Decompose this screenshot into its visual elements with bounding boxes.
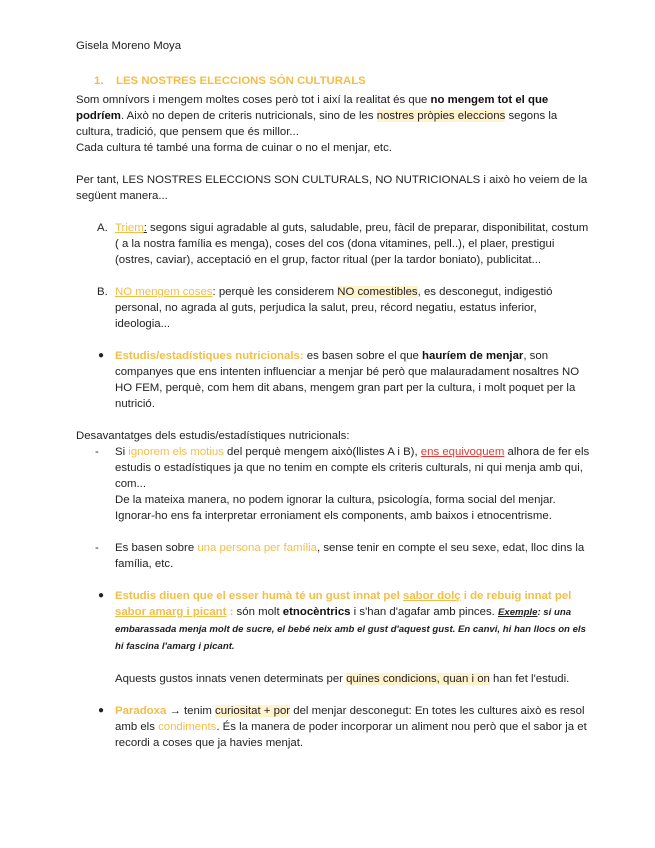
- d1-line-2: De la mateixa manera, no podem ignorar la cultura, psicología, forma social del menjar. Ignorar-ho ens fa interpretar erroniament els components, amb baixos i etnocentrisme.: [115, 494, 556, 522]
- intro-text: Som omnívors i mengem moltes coses però tot i així la realitat és que: [76, 94, 431, 106]
- estudis-bold: hauríem de menjar: [422, 350, 524, 362]
- exemple-label: Exemple: [497, 607, 538, 618]
- exemple-text: si una embarassada menja molt de sucre, el bebé neix amb el gust d'aquest gust. En canvi, hi han llocs on els hi fascina l'amarg i picant.: [115, 607, 586, 652]
- list-item-a: [76, 220, 593, 268]
- gust-gold-text: :: [226, 606, 234, 618]
- intro-bold: no mengem tot el que podríem: [76, 94, 549, 122]
- item-b-text: , es desconegut, indigestió personal, no agrada al guts, perjudica la salut, preu, récord negatiu, estatus inferior, ideologia...: [115, 286, 553, 330]
- intro-highlight: nostres pròpies eleccions: [376, 110, 506, 122]
- bullet-icon: ●: [98, 705, 105, 716]
- triem-text: segons sigui agradable al guts, saludable, preu, fàcil de preparar, disponibilitat, costum ( a la nostra família es menga), coses del cos (dona vitamines, pell..), el plaer, prestigui (ostres, caviar), acceptació en el grup, factor ritual (per la tardor boniato), publicitat...: [115, 222, 589, 266]
- paradoxa-bullet-item: [76, 703, 593, 751]
- d1-red: ens equivoquem: [420, 446, 505, 458]
- item-b-text: : perquè les considerem: [212, 286, 338, 298]
- d2-text: , sense tenir en compte el seu sexe, edat, lloc dins la família, etc.: [115, 542, 585, 570]
- list-item-b: [76, 284, 593, 332]
- gust-paragraph-2: [115, 671, 593, 687]
- bullet-icon: ●: [98, 350, 105, 361]
- no-mengem-label: NO mengem coses: [115, 286, 213, 298]
- dash-marker: -: [95, 542, 99, 554]
- intro-line-2: Cada cultura té també una forma de cuinar o no el menjar, etc.: [76, 142, 392, 154]
- gust-gold-underlined: sabor amarg i picant: [115, 606, 227, 618]
- intro-paragraph: [76, 92, 593, 140]
- d2-text: Es basen sobre: [115, 542, 198, 554]
- d1-text: alhora de fer els estudis o estadístiques ja que no tenim en compte els criteris culturals, ni qui menja amb qui, com...: [115, 446, 590, 490]
- gust-gold-underlined: sabor dolç: [402, 590, 461, 602]
- d1-gold: ignorem els motius: [128, 446, 224, 458]
- gust-bold: etnocèntrics: [282, 606, 351, 618]
- paradoxa-text: . És la manera de poder incorporar un aliment nou però que el sabor ja et recordi a coses que ja havies menjat.: [115, 721, 587, 749]
- desavantatge-item-2: [76, 540, 593, 572]
- paradoxa-text: del menjar desconegut: En totes les cultures això es resol amb els: [115, 705, 585, 733]
- estudis-text: , son companyes que ens intenten influenciar a menjar bé però que malauradament nosaltres NO HO FEM, perquè, com hem dit abans, mengem gran part per la cultura, i molt poquet per la nutrició.: [115, 350, 580, 410]
- intro-text: . Això no depen de criteris nutricionals, sino de les: [120, 110, 377, 122]
- estudis-text: es basen sobre el que: [303, 350, 423, 362]
- heading-title: LES NOSTRES ELECCIONS SÓN CULTURALS: [116, 75, 366, 87]
- paradoxa-gold: condiments: [158, 721, 217, 733]
- intro-text: segons la cultura, tradició, que pensem que és millor...: [76, 110, 558, 138]
- author-name: Gisela Moreno Moya: [76, 40, 182, 52]
- desavantatge-item-1: [76, 444, 593, 524]
- section-heading: [94, 73, 593, 89]
- list-marker: B.: [97, 286, 108, 298]
- gust-gold-text: Estudis diuen que el esser humà té un gust innat pel: [115, 590, 403, 602]
- estudis-label: Estudis/estadístiques nutricionals:: [115, 350, 304, 362]
- per-tant-paragraph: Per tant, LES NOSTRES ELECCIONS SON CULTURALS, NO NUTRICIONALS i això ho veiem de la següent manera...: [76, 174, 588, 202]
- heading-number: 1.: [94, 75, 104, 87]
- gust-p2-highlight: quines condicions, quan i on: [346, 673, 490, 685]
- triem-colon: :: [143, 222, 147, 234]
- item-b-highlight: NO comestibles: [337, 286, 418, 298]
- paradoxa-label: Paradoxa: [115, 705, 167, 717]
- paradoxa-text: → tenim: [166, 705, 216, 717]
- bullet-icon: ●: [98, 590, 105, 601]
- dash-marker: -: [95, 446, 99, 458]
- paradoxa-highlight: curiositat + por: [215, 705, 291, 717]
- d1-text: Si: [115, 446, 129, 458]
- list-marker: A.: [97, 222, 108, 234]
- gust-p2-text: Aquests gustos innats venen determinats per: [115, 673, 347, 685]
- desavantatges-title: Desavantatges dels estudis/estadístiques nutricionals:: [76, 430, 350, 442]
- gust-text: i s'han d'agafar amb pinces.: [350, 606, 498, 618]
- gust-p2-text: han fet l'estudi.: [489, 673, 570, 685]
- gust-text: són molt: [233, 606, 283, 618]
- gust-bullet-item: [76, 588, 593, 687]
- exemple-colon: :: [537, 607, 541, 618]
- gust-gold-text: i de rebuig innat pel: [460, 590, 572, 602]
- triem-label: Triem: [115, 222, 144, 234]
- estudis-bullet-item: [76, 348, 593, 412]
- d1-text: del perquè mengem això(llistes A i B),: [223, 446, 421, 458]
- d2-gold: una persona per família: [197, 542, 318, 554]
